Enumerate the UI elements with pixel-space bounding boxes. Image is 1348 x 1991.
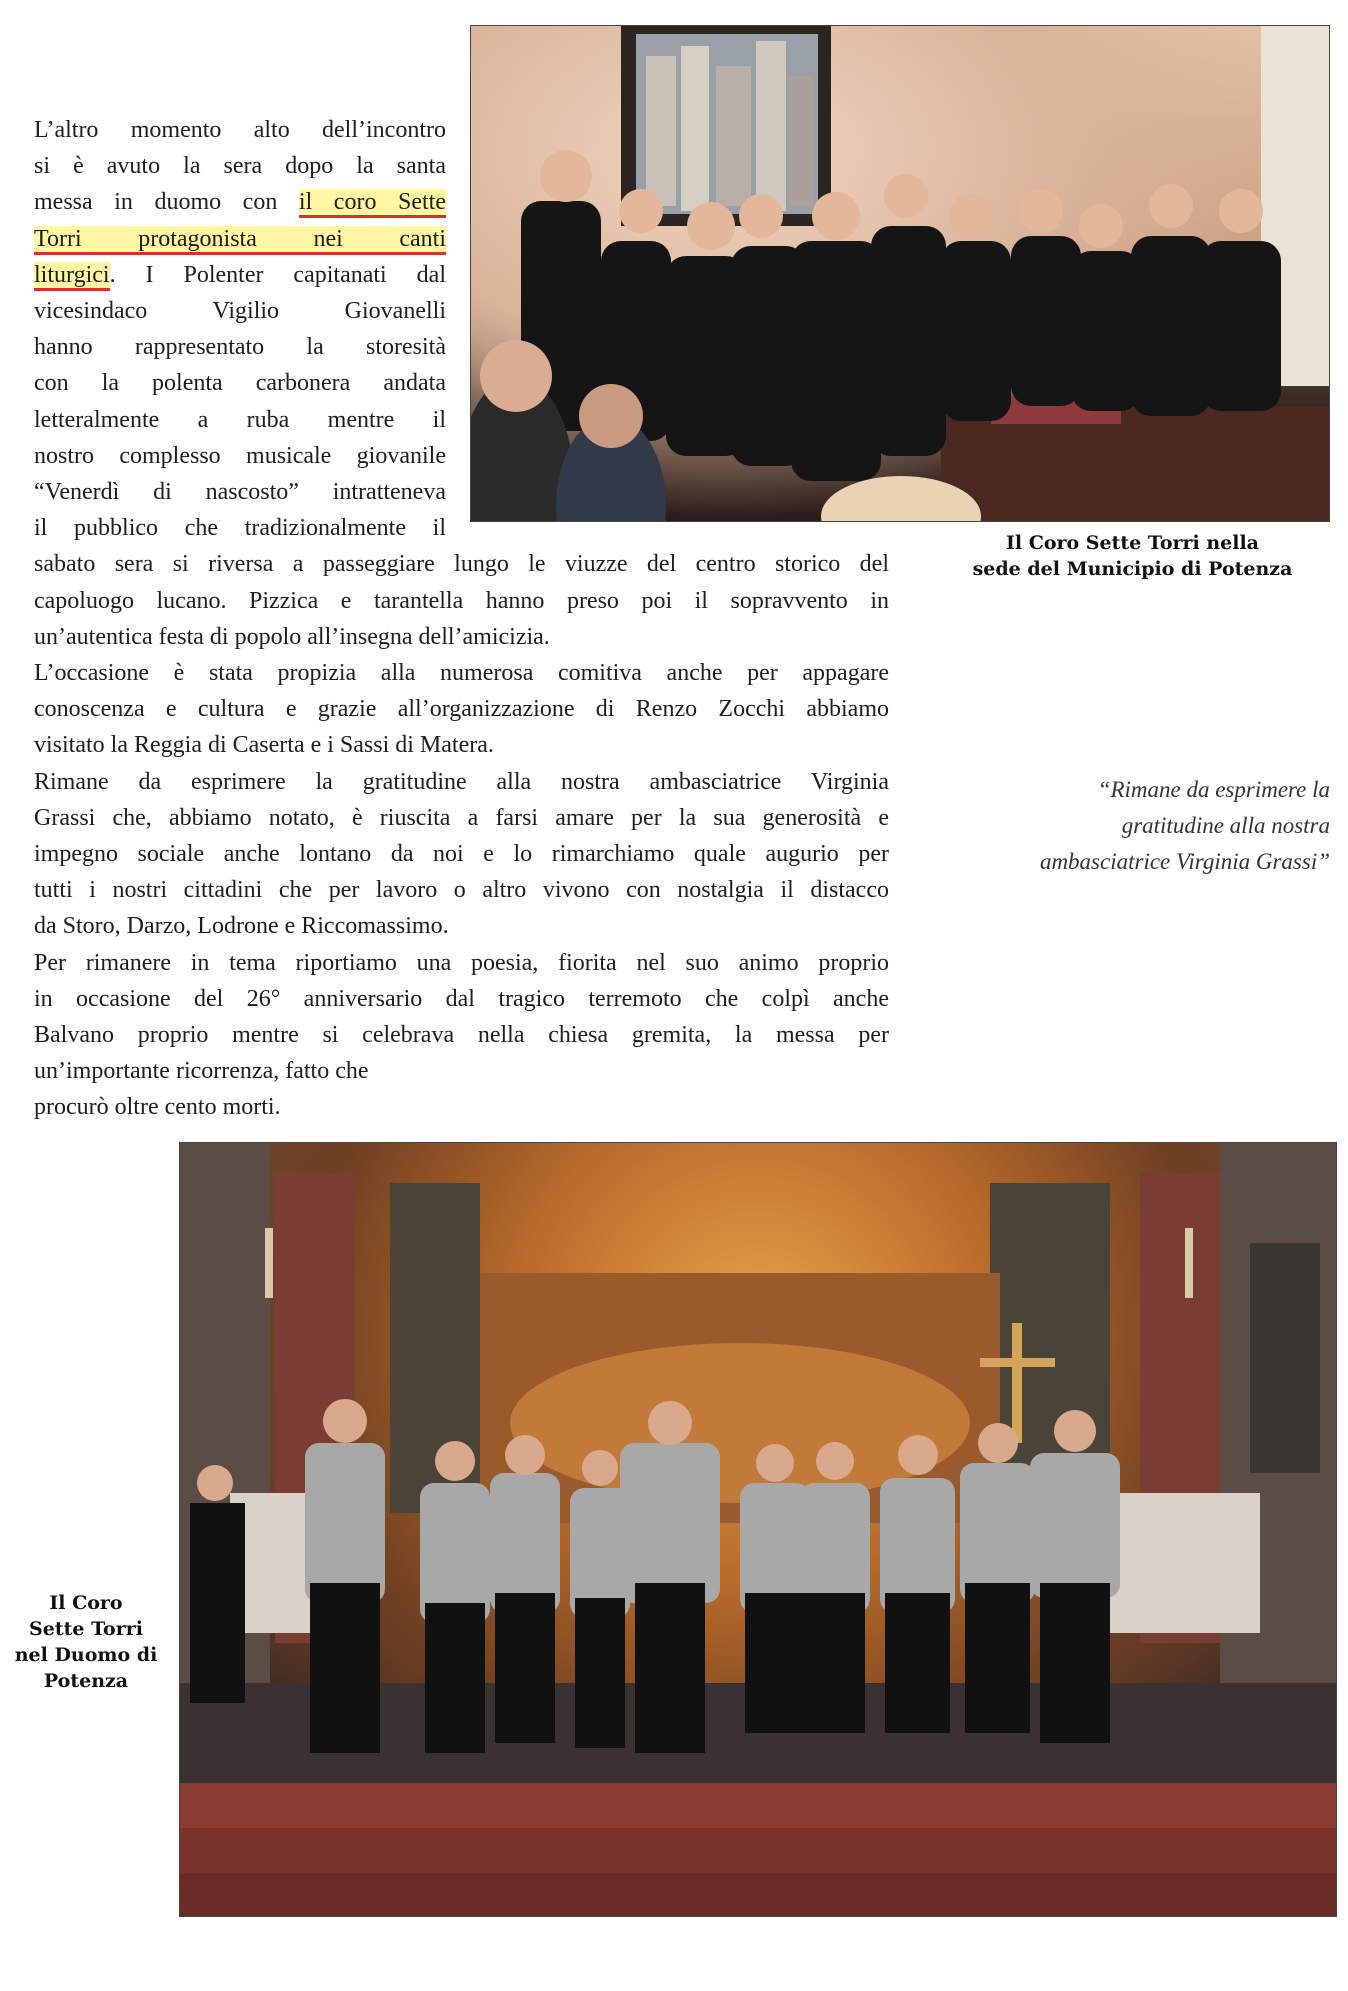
article-line: L’altro momento alto dell’incontro (34, 117, 446, 143)
photo-scene (471, 26, 1329, 521)
article-line: un’importante ricorrenza, fatto che (34, 1058, 369, 1085)
photo-choir-municipio (470, 25, 1330, 522)
article-line: si è avuto la sera dopo la santa (34, 153, 446, 180)
article-line: “Venerdì di nascosto” intratteneva (34, 479, 446, 506)
article-line: da Storo, Darzo, Lodrone e Riccomassimo. (34, 913, 449, 940)
article-line: impegno sociale anche lontano da noi e lo rimarchiamo quale augurio per (34, 841, 889, 868)
article-line: un’autentica festa di popolo all’insegna dell’amicizia. (34, 623, 550, 650)
photo-scene (180, 1143, 1336, 1916)
article-line: letteralmente a ruba mentre il (34, 406, 446, 433)
article-line: tutti i nostri cittadini che per lavoro o altro vivono con nostalgia il distacco (34, 877, 889, 904)
article-line: Grassi che, abbiamo notato, è riuscita a farsi amare per la sua generosità e (34, 804, 889, 831)
article-line: L’occasione è stata propizia alla numerosa comitiva anche per appagare (34, 660, 889, 687)
article-line: procurò oltre cento morti. (34, 1094, 281, 1121)
article-line: nostro complesso musicale giovanile (34, 442, 446, 469)
article-line: Per rimanere in tema riportiamo una poesia, fiorita nel suo animo proprio (34, 949, 889, 976)
article-line: visitato la Reggia di Caserta e i Sassi di Matera. (34, 732, 494, 759)
article-line (34, 221, 446, 257)
highlighted-text: Torri protagonista nei canti (34, 226, 446, 255)
pull-quote: “Rimane da esprimere la gratitudine alla nostra ambasciatrice Virginia Grassi” (1039, 777, 1330, 874)
photo-caption-municipio: Il Coro Sette Torri nella sede del Municipio di Potenza (972, 532, 1293, 580)
article-line: vicesindaco Vigilio Giovanelli (34, 298, 446, 325)
article-line: Balvano proprio mentre si celebrava nella chiesa gremita, la messa per (34, 1022, 889, 1049)
article-line: Rimane da esprimere la gratitudine alla nostra ambasciatrice Virginia (34, 768, 889, 795)
photo-choir-duomo (179, 1142, 1337, 1917)
article-line: conoscenza e cultura e grazie all’organizzazione di Renzo Zocchi abbiamo (34, 696, 889, 723)
article-line: messa in duomo con il coro Sette (34, 184, 446, 220)
highlighted-text: liturgici (34, 262, 110, 291)
article-line: sabato sera si riversa a passeggiare lungo le viuzze del centro storico del (34, 551, 889, 578)
article-line: con la polenta carbonera andata (34, 370, 446, 397)
article-line: liturgici. I Polenter capitanati dal (34, 257, 446, 293)
photo-caption-duomo: Il Coro Sette Torri nel Duomo di Potenza (14, 1592, 158, 1692)
highlighted-text: il coro Sette (299, 189, 446, 218)
article-line: hanno rappresentato la storesità (34, 334, 446, 361)
article-line: in occasione del 26° anniversario dal tragico terremoto che colpì anche (34, 985, 889, 1012)
article-line: il pubblico che tradizionalmente il (34, 515, 446, 542)
article-line: capoluogo lucano. Pizzica e tarantella hanno preso poi il sopravvento in (34, 587, 889, 614)
